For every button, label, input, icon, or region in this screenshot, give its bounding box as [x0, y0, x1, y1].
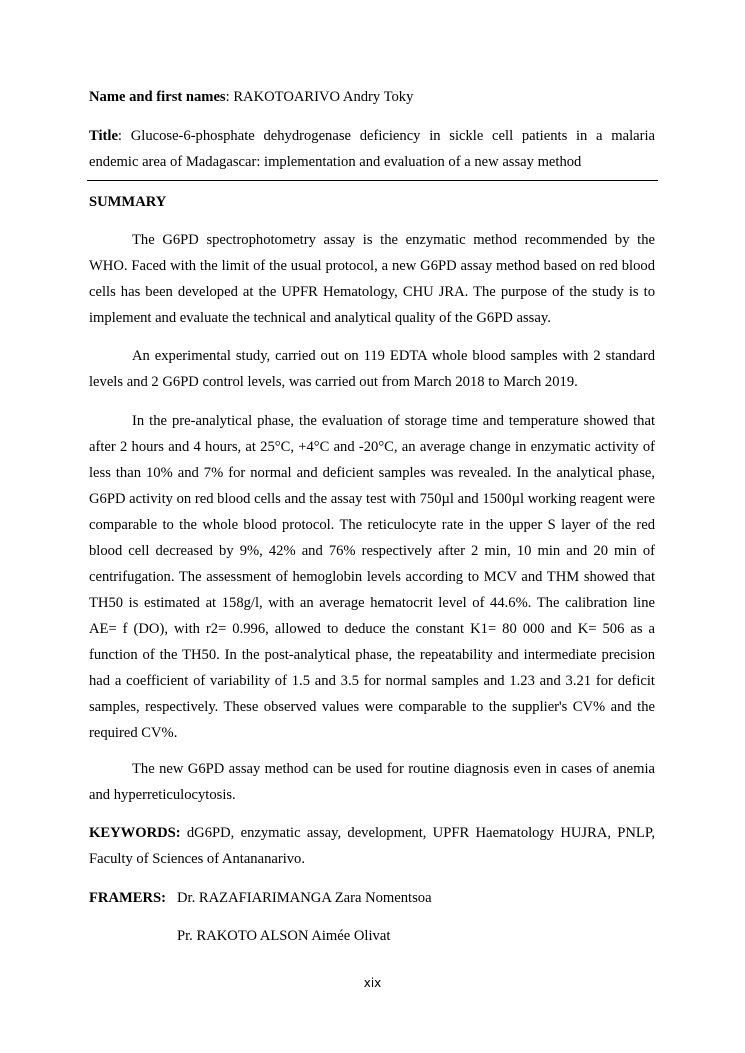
- framers-label: FRAMERS:: [89, 890, 167, 906]
- keywords-line: [89, 820, 655, 872]
- keywords-value: dG6PD, enzymatic assay, development, UPFR Haematology HUJRA, PNLP, Faculty of Sciences of Antananarivo.: [89, 825, 655, 867]
- author-separator: :: [225, 89, 234, 105]
- summary-heading: SUMMARY: [89, 194, 167, 210]
- thesis-title-separator: :: [117, 128, 131, 144]
- author-label: Name and first names: [89, 89, 226, 105]
- author-line: [89, 84, 655, 110]
- thesis-title-text: Glucose-6-phosphate dehydrogenase deficiency in sickle cell patients in a malaria endemic area of Madagascar: implementation and evaluation of a new assay method: [89, 128, 656, 170]
- summary-paragraph-4: The new G6PD assay method can be used for routine diagnosis even in cases of anemia and hyperreticulocytosis.: [89, 761, 655, 803]
- thesis-title-label: Title: [89, 128, 118, 144]
- author-name: RAKOTOARIVO Andry Toky: [233, 89, 414, 105]
- thesis-title: [89, 123, 655, 175]
- summary-paragraph-1: The G6PD spectrophotometry assay is the enzymatic method recommended by the WHO. Faced with the limit of the usual protocol, a new G6PD assay method based on red blood cells has been developed at the UPFR Hematology, CHU JRA. The purpose of the study is to implement and evaluate the technical and analytical quality of the G6PD assay.: [89, 232, 655, 326]
- summary-paragraph-3: In the pre-analytical phase, the evaluation of storage time and temperature showed that after 2 hours and 4 hours, at 25°C, +4°C and -20°C, an average change in enzymatic activity of less than 10% and 7% for normal and deficient samples was revealed. In the analytical phase, G6PD activity on red blood cells and the assay test with 750µl and 1500µl working reagent were comparable to the whole blood protocol. The reticulocyte rate in the upper S layer of the red blood cell decreased by 9%, 42% and 76% respectively after 2 min, 10 min and 20 min of centrifugation. The assessment of hemoglobin levels according to MCV and THM showed that TH50 is estimated at 158g/l, with an average hematocrit level of 44.6%. The calibration line AE= f (DO), with r2= 0.996, allowed to deduce the constant K1= 80 000 and K= 506 as a function of the TH50. In the post-analytical phase, the repeatability and intermediate precision had a coefficient of variability of 1.5 and 3.5 for normal samples and 1.23 and 3.21 for deficit samples, respectively. These observed values were comparable to the supplier's CV% and the required CV%.: [89, 413, 655, 741]
- page-number: xix: [363, 976, 382, 990]
- summary-paragraph-2: An experimental study, carried out on 119 EDTA whole blood samples with 2 standard levels and 2 G6PD control levels, was carried out from March 2018 to March 2019.: [89, 348, 655, 390]
- header-divider: [87, 180, 658, 181]
- framer-name-1: Dr. RAZAFIARIMANGA Zara Nomentsoa: [177, 890, 432, 906]
- keywords-label: KEYWORDS:: [89, 825, 181, 841]
- framer-name-2: Pr. RAKOTO ALSON Aimée Olivat: [177, 928, 391, 944]
